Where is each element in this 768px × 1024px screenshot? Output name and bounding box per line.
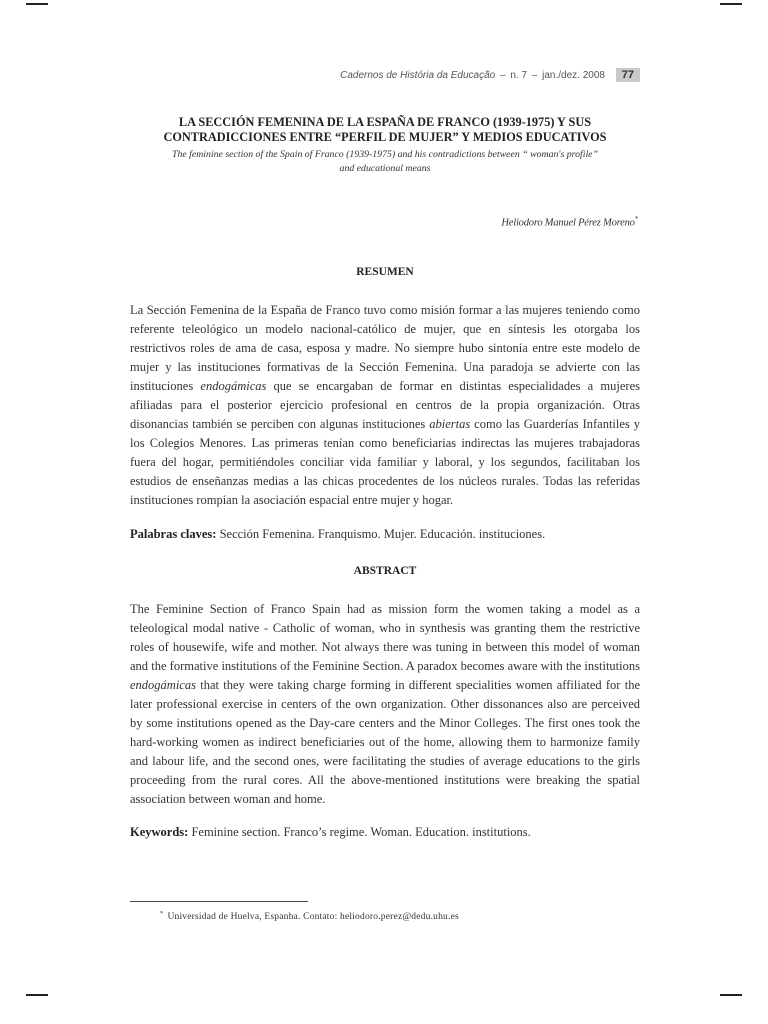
keywords-text: Feminine section. Franco’s regime. Woman. Education. institutions. — [188, 825, 531, 839]
article-subtitle-line-2: and educational means — [339, 163, 431, 174]
resumen-italic-abiertas: abiertas — [429, 417, 471, 431]
running-head — [300, 68, 640, 82]
issue-date: jan./dez. 2008 — [542, 70, 605, 81]
article-title-line-2: CONTRADICCIONES ENTRE “PERFIL DE MUJER” Y MEDIOS EDUCATIVOS — [163, 130, 607, 144]
footnote — [160, 910, 640, 922]
keywords-label: Keywords: — [130, 825, 189, 839]
abstract-text-2: that they were taking charge forming in different specialities women affiliated for the later professional exercise in centers of the own organization. Other dissonances also are perceived by some institutions opened as the Day-care centers and the Minor Colleges. The first ones took the hard-working women as indirect beneficiaries out of the home, allowing them to harmonize family and labour life, and the second ones, were facilitating the studies of average educations to the girls proceeding from the rural cores. All the above-mentioned institutions were breaking the spatial association between woman and home. — [130, 678, 640, 806]
footnote-marker: * — [160, 910, 164, 917]
author-name: Heliodoro Manuel Pérez Moreno — [501, 217, 635, 229]
resumen-text-2: que se encargaban de formar en distintas especialidades a mujeres afiliadas para el posterior ejercicio profesional en centros de la propia organización. Otras disonancias también se perciben con algunas instituciones — [130, 379, 640, 431]
resumen-text-3: como las Guarderías Infantiles y los Colegios Menores. Las primeras tenían como beneficiarias indirectas las mujeres trabajadoras fuera del hogar, permitiéndoles conciliar vida familiar y laboral, y los segundos, facilitaban los estudios de enseñanzas medias a las chicas procedentes de los núcleos rurales. Todas las referidas instituciones rompían la asociación espacial entre mujer y hogar. — [130, 417, 641, 507]
issue-number: n. 7 — [510, 70, 528, 81]
abstract-paragraph — [130, 600, 640, 809]
crop-mark-bottom-right — [720, 994, 742, 996]
crop-mark-top-left — [26, 3, 48, 5]
resumen-italic-endogamicas: endogámicas — [200, 379, 267, 393]
article-subtitle — [130, 148, 640, 176]
palabras-claves-text: Sección Femenina. Franquismo. Mujer. Educación. instituciones. — [216, 527, 546, 541]
journal-name: Cadernos de História da Educação — [340, 70, 496, 81]
resumen-heading: RESUMEN — [356, 266, 414, 278]
running-head-dash-2: – — [531, 70, 538, 81]
footnote-rule — [130, 901, 308, 902]
keywords — [130, 825, 640, 840]
resumen-text-1: La Sección Femenina de la España de Franco tuvo como misión formar a las mujeres teniendo como referente teleológico un modelo nacional-católico de mujer, que en síntesis les otorgaba los restrictivos roles de ama de casa, esposa y madre. No siempre hubo sintonía entre este modelo de mujer y las instituciones formativas de la Sección Femenina. Una paradoja se advierte con las instituciones — [130, 303, 640, 393]
palabras-claves-label: Palabras claves: — [130, 527, 217, 541]
author-line — [300, 215, 638, 229]
crop-mark-top-right — [720, 3, 742, 5]
palabras-claves — [130, 527, 640, 542]
article-title-line-1: LA SECCIÓN FEMENINA DE LA ESPAÑA DE FRANCO (1939-1975) Y SUS — [178, 115, 592, 129]
abstract-heading: ABSTRACT — [353, 565, 417, 577]
running-head-dash: – — [499, 70, 506, 81]
article-subtitle-line-1: The feminine section of the Spain of Franco (1939-1975) and his contradictions between “ woman's profile” — [172, 149, 598, 160]
crop-mark-bottom-left — [26, 994, 48, 996]
footnote-text: Universidad de Huelva, Espanha. Contato: heliodoro.perez@dedu.uhu.es — [167, 912, 459, 923]
resumen-paragraph — [130, 301, 640, 510]
page-number: 77 — [616, 68, 640, 82]
abstract-italic-endogamicas: endogámicas — [130, 678, 196, 692]
article-title — [130, 115, 640, 145]
author-footnote-marker: * — [634, 215, 638, 223]
abstract-text-1: The Feminine Section of Franco Spain had as mission form the women taking a model as a teleological modal native - Catholic of woman, who in synthesis was granting them the restrictive roles of housewife, wife and mother. Not always there was tuning in between this model of woman and the formative institutions of the Feminine Section. A paradox becomes aware with the institutions — [130, 602, 640, 673]
